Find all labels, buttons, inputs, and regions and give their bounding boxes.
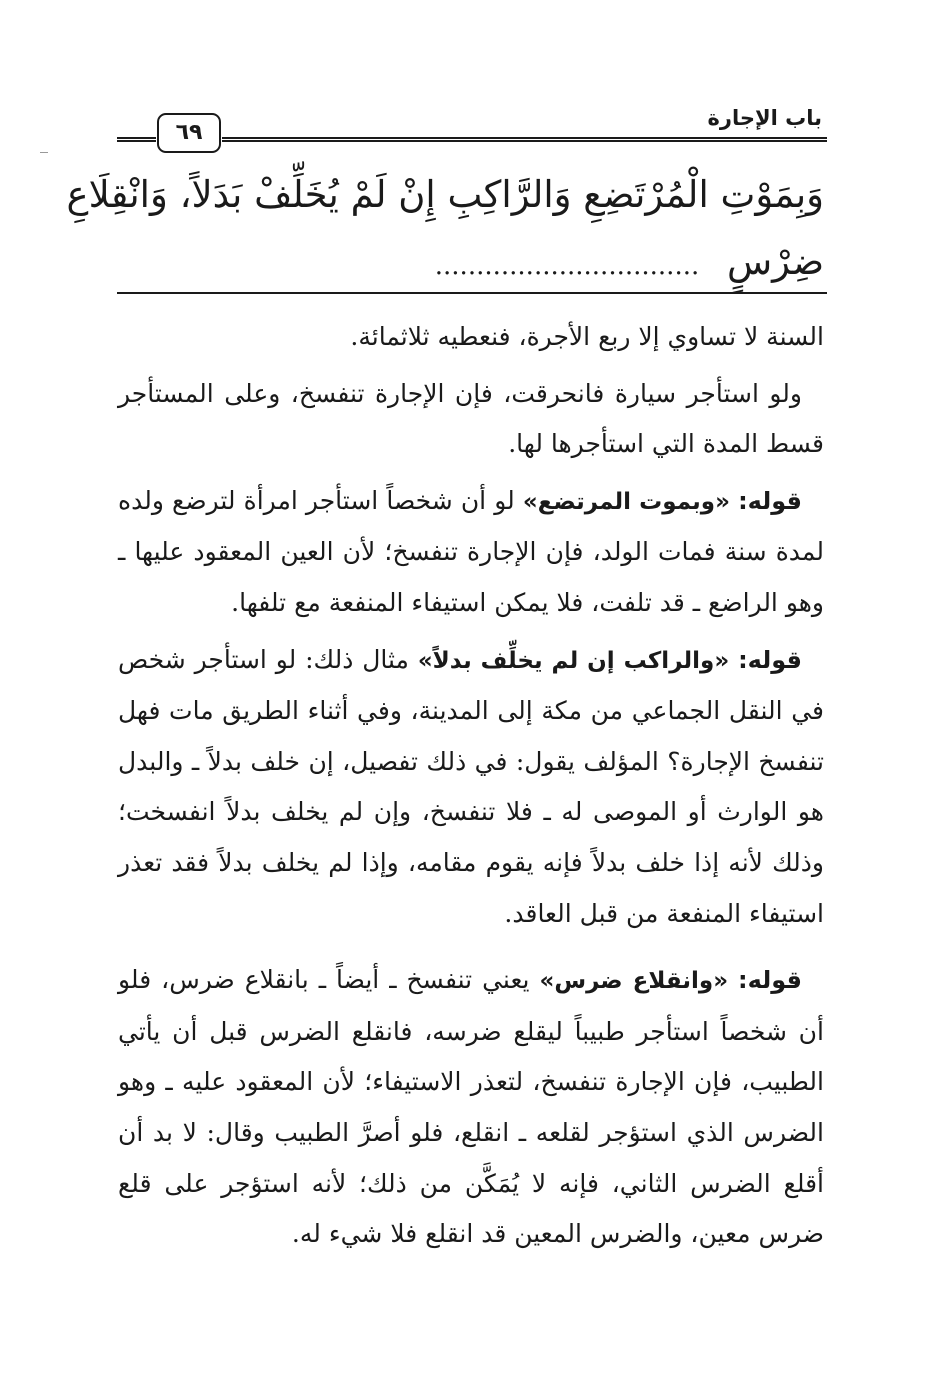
- paragraph-text: مثال ذلك: لو استأجر شخص في النقل الجماعي من مكة إلى المدينة، وفي أثناء الطريق مات فهل تنفسخ الإجارة؟ المؤلف يقول: في ذلك تفصيل، إن خلف بدلاً ـ والبدل هو الوارث أو الموصى له ـ فلا تنفسخ، وإن لم يخلف بدلاً انفسخت؛ وذلك لأنه إذا خلف بدلاً فإنه يقوم مقامه، وإذا لم يخلف بدلاً فقد تعذر استيفاء المنفعة من قبل العاقد.: [118, 644, 824, 928]
- commentary-paragraph-1: السنة لا تساوي إلا ربع الأجرة، فنعطيه ثلاثمائة.: [350, 322, 824, 351]
- page-number: ٦٩: [157, 113, 221, 153]
- scan-mark: [40, 152, 48, 153]
- matn-line-2-text: ضِرْسٍ: [727, 240, 824, 283]
- chapter-title: باب الإجارة: [707, 106, 822, 130]
- quoted-matn: «وبموت المرتضع»: [522, 488, 730, 515]
- commentary-paragraph-2: ولو استأجر سيارة فانحرقت، فإن الإجارة تنفسخ، وعلى المستأجر قسط المدة التي استأجرها لها.: [118, 378, 824, 459]
- quoted-matn: «وانقلاع ضرس»: [539, 968, 729, 995]
- quoted-matn: «والراكب إن لم يخلِّف بدلاً»: [417, 647, 730, 674]
- commentary-paragraph-3: [118, 476, 824, 629]
- commentary-body: [118, 312, 824, 1260]
- matn-dots: ................................: [434, 251, 700, 281]
- matn-divider: [117, 292, 827, 294]
- matn-line-1: وَبِمَوْتِ الْمُرْتَضِعِ وَالرَّاكِبِ إِنْ لَمْ يُخَلِّفْ بَدَلاً، وَانْقِلَاعِ: [66, 173, 824, 216]
- commentary-paragraph-5: [118, 955, 824, 1260]
- qawluhu-label: قوله:: [738, 966, 802, 995]
- header-rule-left: [117, 137, 156, 142]
- paragraph-text: لو أن شخصاً استأجر امرأة لترضع ولده لمدة سنة فمات الولد، فإن الإجارة تنفسخ؛ لأن العين المعقود عليها ـ وهو الراضع ـ قد تلفت، فلا يمكن استيفاء المنفعة مع تلفها.: [118, 485, 824, 617]
- qawluhu-label: قوله:: [738, 486, 802, 515]
- qawluhu-label: قوله:: [738, 645, 802, 674]
- matn-line-2: [104, 232, 824, 296]
- commentary-paragraph-4: [118, 635, 824, 940]
- paragraph-text: يعني تنفسخ ـ أيضاً ـ بانقلاع ضرس، فلو أن شخصاً استأجر طبيباً ليقلع ضرسه، فانقلع الضرس قبل أن يأتي الطبيب، فإن الإجارة تنفسخ، لتعذر الاستيفاء؛ لأن المعقود عليه ـ وهو الضرس الذي استؤجر لقلعه ـ انقلع، فلو أصرَّ الطبيب وقال: لا بد أن أقلع الضرس الثاني، فإنه لا يُمَكَّن من ذلك؛ لأنه استؤجر على قلع ضرس معين، والضرس المعين قد انقلع فلا شيء له.: [118, 965, 824, 1249]
- header-rule-right: [222, 137, 827, 142]
